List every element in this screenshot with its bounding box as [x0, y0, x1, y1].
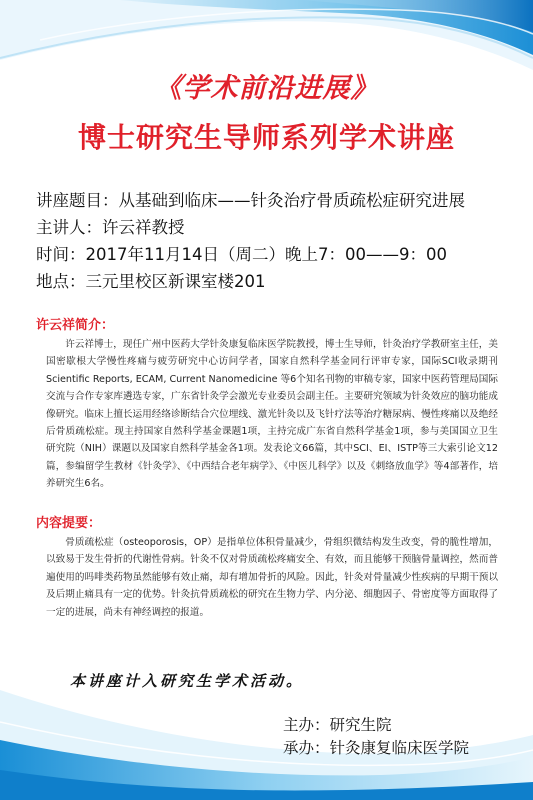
bio-heading: 许云祥简介：: [36, 318, 115, 333]
lecture-series-title: 博士研究生导师系列学术讲座: [77, 121, 455, 154]
lecture-place: 地点：三元里校区新课室楼201: [36, 272, 266, 291]
organizer-co-host: 承办：针灸康复临床医学院: [283, 739, 470, 757]
lecture-time: 时间：2017年11月14日（周二）晚上7：00——9：00: [36, 245, 447, 264]
bio-text: 许云祥博士，现任广州中医药大学针灸康复临床医学院教授，博士生导师，针灸治疗学教研室主任，美国密歇根大学慢性疼痛与疲劳研究中心访问学者，国家自然科学基金同行评审专家，国际SCI收录期刊Scientific Reports, ECAM, Current Nanomedicine 等6个知名刊物的审稿专家，国家中医药管理局国际交流与合作专家库遴选专家，广东省针灸学会激光专业委员会副主任。主要研究领域为针灸效应的脑功能成像研究。临床上擅长运用经络诊断结合穴位埋线、激光针灸以及飞针疗法等治疗糖尿病、慢性疼痛以及绝经后骨质疏松症。现主持国家自然科学基金课题1项，主持完成广东省自然科学基金1项，参与美国国立卫生研究院（NIH）课题以及国家自然科学基金各1项。发表论文66篇，其中SCI、EI、ISTP等三大索引论文12篇，参编留学生教材《针灸学》、《中西结合老年病学》、《中医儿科学》以及《刺络放血学》等4部著作，培养研究生6名。: [46, 339, 498, 490]
summary-text: 骨质疏松症（osteoporosis，OP）是指单位体积骨量减少，骨组织微结构发生改变，骨的脆性增加，以致易于发生骨折的代谢性骨病。针灸不仅对骨质疏松疼痛安全、有效，而且能够干预脑骨量调控，然而普遍使用的吗啡类药物虽然能够有效止痛，却有增加骨折的风险。因此，针灸对骨量减少性疾病的早期干预以及后期止痛具有一定的优势。针灸抗骨质疏松的研究在生物力学、内分泌、细胞因子、骨密度等方面取得了一定的进展，尚未有神经调控的报道。: [46, 537, 498, 618]
summary-heading: 内容提要：: [36, 516, 102, 531]
lecture-topic: 讲座题目：从基础到临床——针灸治疗骨质疏松症研究进展: [36, 191, 465, 210]
organizer-host: 主办：研究生院: [283, 716, 392, 734]
lecture-speaker: 主讲人：许云祥教授: [36, 218, 185, 237]
series-title: 《学术前沿进展》: [154, 73, 379, 104]
academic-activity-notice: 本讲座计入研究生学术活动。: [70, 672, 305, 690]
